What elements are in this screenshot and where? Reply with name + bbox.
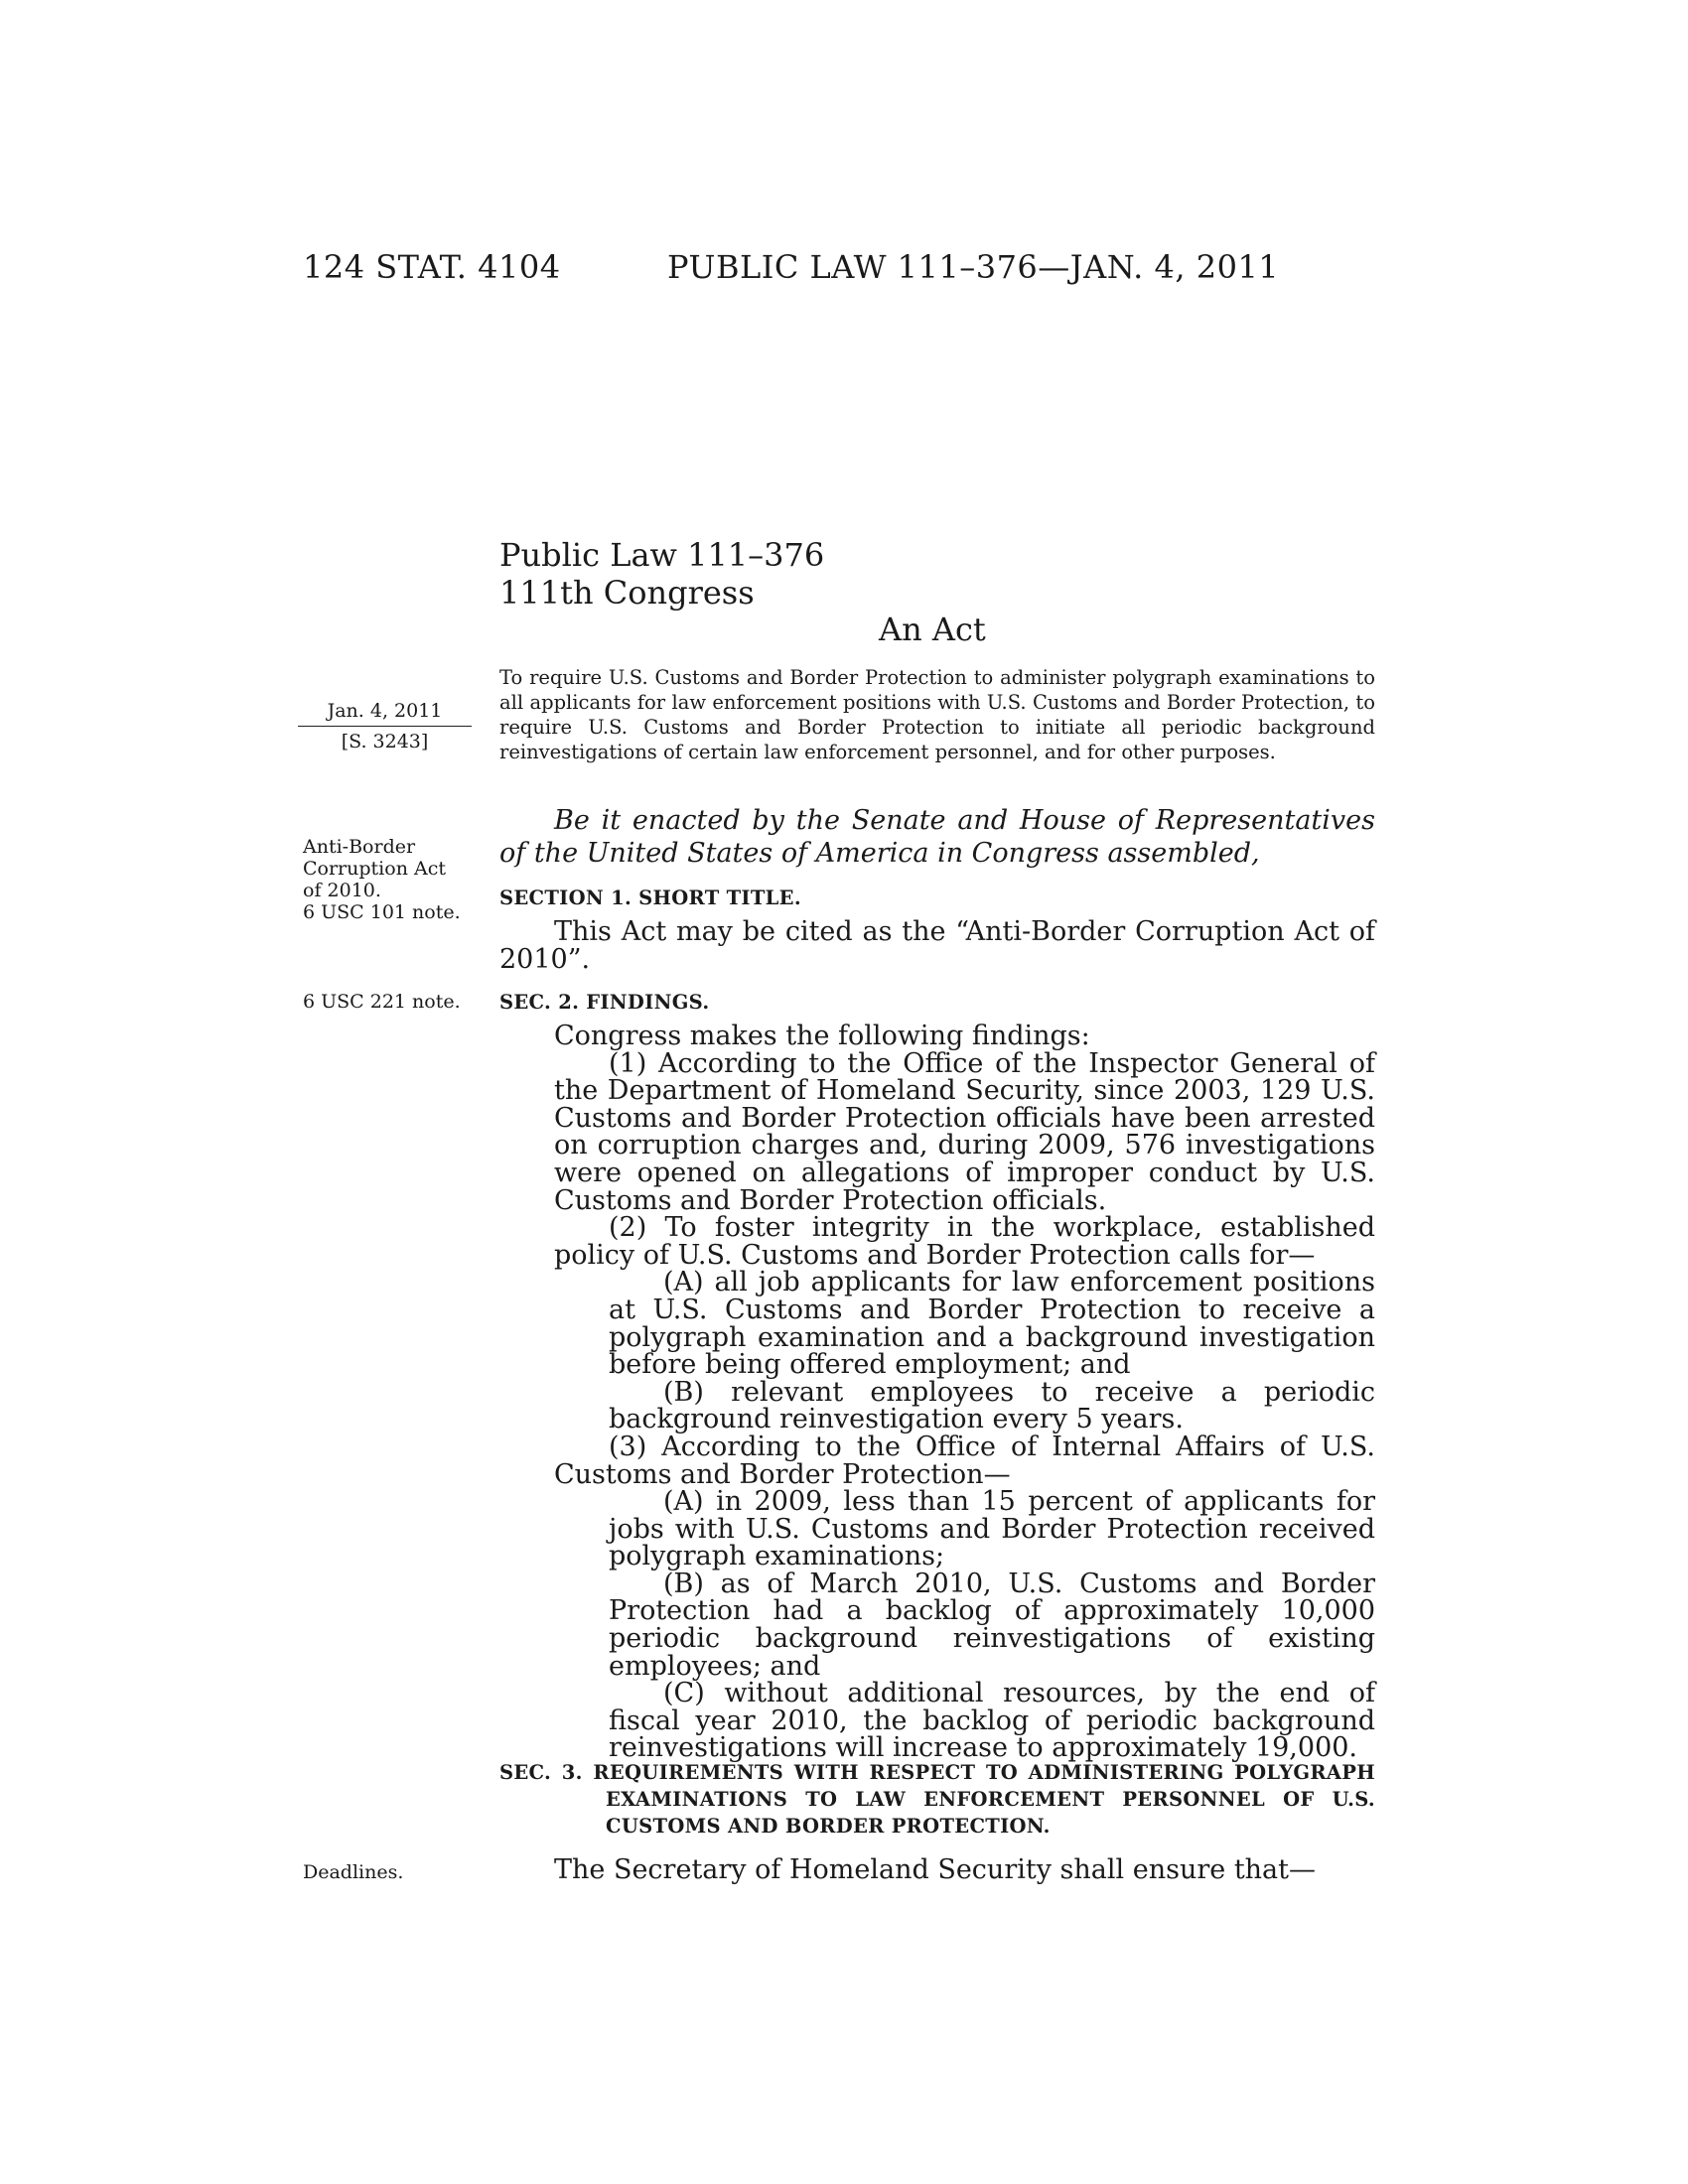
section-2-heading: SEC. 2. FINDINGS.: [499, 991, 710, 1014]
findings-intro: Congress makes the following findings:: [554, 1021, 1090, 1051]
stat-citation: 124 STAT. 4104: [303, 248, 561, 286]
congress-number: 111th Congress: [499, 574, 755, 612]
finding-3a: (A) in 2009, less than 15 percent of applicants for jobs with U.S. Customs and Border Protection received polygraph examinations;: [609, 1486, 1375, 1572]
margin-note-short-title: [303, 836, 482, 923]
act-purpose: To require U.S. Customs and Border Protection to administer polygraph examinations to all applicants for law enforcement positions with U.S. Customs and Border Protection, to require U.S. Customs and Border Protection to initiate all periodic background reinvestigations of certain law enforcement personnel, and for other purposes.: [499, 666, 1375, 763]
enactment-date: Jan. 4, 2011: [327, 700, 443, 722]
section-1-body: [499, 918, 1375, 973]
finding-3: (3) According to the Office of Internal Affairs of U.S. Customs and Border Protection—: [554, 1431, 1375, 1490]
margin-line: Anti-Border: [303, 836, 416, 858]
finding-3c: (C) without additional resources, by the end of fiscal year 2010, the backlog of periodic background reinvestigations will increase to approximately 19,000.: [609, 1678, 1375, 1764]
finding-3b: (B) as of March 2010, U.S. Customs and Border Protection had a backlog of approximately 10,000 periodic background reinvestigations of existing employees; and: [609, 1568, 1375, 1682]
section-1-heading: SECTION 1. SHORT TITLE.: [499, 887, 801, 909]
section-1-text: This Act may be cited as the “Anti-Border Corruption Act of 2010”.: [499, 916, 1375, 975]
act-heading: An Act: [879, 611, 986, 648]
margin-line: of 2010.: [303, 880, 381, 901]
date-divider: [298, 726, 472, 727]
bill-number: [S. 3243]: [341, 731, 429, 752]
margin-note-deadlines: Deadlines.: [303, 1861, 404, 1883]
law-title-block: [499, 536, 824, 612]
enacting-clause-text: Be it enacted by the Senate and House of Representatives of the United States of America in Congress assembled,: [499, 805, 1375, 869]
finding-2a: (A) all job applicants for law enforcement positions at U.S. Customs and Border Protection to receive a polygraph examination and a background investigation before being offered employment; and: [609, 1267, 1375, 1381]
finding-1: (1) According to the Office of the Inspector General of the Department of Homeland Security, since 2003, 129 U.S. Customs and Border Protection officials have been arrested on corruption charges and, during 2009, 576 investigations were opened on allegations of improper conduct by U.S. Customs and Border Protection officials.: [554, 1047, 1375, 1216]
section-2-findings: [499, 1023, 1375, 1762]
enacting-clause: [499, 804, 1375, 870]
section-3-heading-text: SEC. 3. REQUIREMENTS WITH RESPECT TO ADMINISTERING POLYGRAPH EXAMINATIONS TO LAW ENFORCEMENT PERSONNEL OF U.S. CUSTOMS AND BORDER PROTECTION.: [499, 1761, 1375, 1838]
running-header: PUBLIC LAW 111–376—JAN. 4, 2011: [667, 248, 1280, 286]
margin-line: 6 USC 101 note.: [303, 901, 461, 923]
section-3-heading: [499, 1759, 1375, 1840]
public-law-number: Public Law 111–376: [499, 536, 825, 574]
section-3-body: The Secretary of Homeland Security shall ensure that—: [554, 1854, 1317, 1885]
finding-2b: (B) relevant employees to receive a periodic background reinvestigation every 5 years.: [609, 1376, 1375, 1435]
margin-note-findings: 6 USC 221 note.: [303, 991, 461, 1013]
date-bill-block: [298, 698, 472, 754]
margin-line: Corruption Act: [303, 858, 446, 880]
finding-2: (2) To foster integrity in the workplace, established policy of U.S. Customs and Border Protection calls for—: [554, 1212, 1375, 1271]
